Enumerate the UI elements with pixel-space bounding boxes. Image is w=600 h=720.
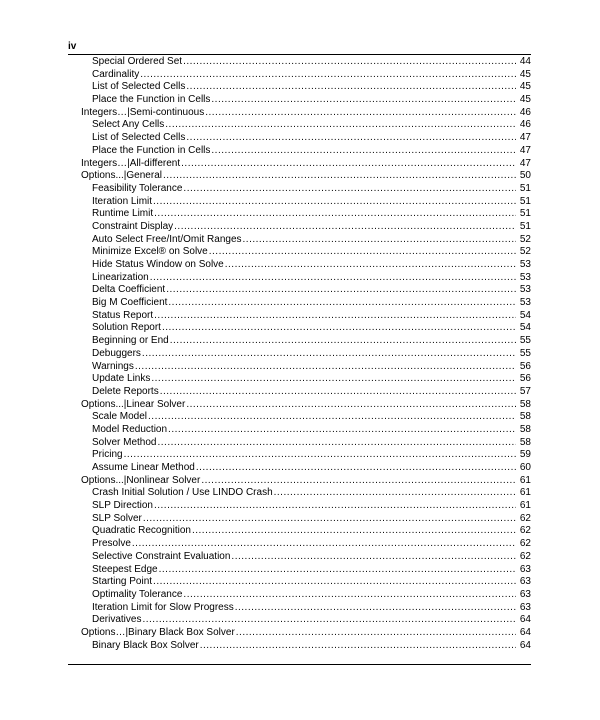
toc-subentry[interactable]	[68, 69, 531, 82]
dot-leader	[225, 259, 516, 272]
toc-entry-label: Model Reduction	[92, 423, 168, 435]
dot-leader	[143, 513, 516, 526]
dot-leader	[124, 449, 516, 462]
toc-subentry[interactable]	[68, 411, 531, 424]
toc-subentry[interactable]	[68, 373, 531, 386]
dot-leader	[183, 589, 516, 602]
toc-subentry[interactable]	[68, 81, 531, 94]
toc-subentry[interactable]	[68, 272, 531, 285]
toc-subentry[interactable]	[68, 487, 531, 500]
toc-entry-page: 53	[519, 271, 531, 283]
toc-subentry[interactable]	[68, 94, 531, 107]
page-number: iv	[68, 41, 77, 52]
toc-entry-page: 51	[519, 182, 531, 194]
toc-entry-label: Derivatives	[92, 614, 142, 626]
dot-leader	[235, 602, 516, 615]
toc-entry-page: 62	[519, 550, 531, 562]
toc-entry-page: 54	[519, 309, 531, 321]
toc-entry-page: 63	[519, 576, 531, 588]
toc-entry-page: 47	[519, 157, 531, 169]
toc-subentry[interactable]	[68, 322, 531, 335]
toc-entry-label: Options…|Binary Black Box Solver	[81, 626, 235, 638]
dot-leader	[174, 221, 516, 234]
toc-entry-label: Solver Method	[92, 436, 157, 448]
toc-subentry[interactable]	[68, 196, 531, 209]
header-rule	[68, 54, 531, 55]
toc-entry-label: Runtime Limit	[92, 208, 154, 220]
toc-subentry[interactable]	[68, 259, 531, 272]
dot-leader	[154, 310, 516, 323]
dot-leader	[183, 56, 516, 69]
toc-subentry[interactable]	[68, 145, 531, 158]
toc-entry-label: Assume Linear Method	[92, 462, 195, 473]
dot-leader	[205, 107, 516, 120]
toc-entry-page: 62	[519, 512, 531, 524]
toc-entry-page: 58	[519, 411, 531, 423]
toc-entry-page: 58	[519, 398, 531, 410]
toc-entry-label: Debuggers	[92, 347, 141, 359]
toc-entry-page: 61	[519, 487, 531, 499]
toc-entry-label: Iteration Limit for Slow Progress	[92, 601, 234, 613]
toc-subentry[interactable]	[68, 348, 531, 361]
dot-leader	[150, 272, 516, 285]
toc-subentry[interactable]	[68, 614, 531, 627]
toc-subentry[interactable]	[68, 284, 531, 297]
toc-subentry[interactable]	[68, 361, 531, 374]
toc-entry-label: SLP Direction	[92, 500, 153, 512]
dot-leader	[211, 145, 516, 158]
toc-entry-page: 52	[519, 233, 531, 245]
dot-leader	[201, 475, 516, 488]
toc-entry-page: 45	[519, 68, 531, 80]
toc-entry-label: Integers…|All-different	[81, 157, 181, 169]
toc-section-entry[interactable]	[68, 107, 531, 120]
toc-section-entry[interactable]	[68, 627, 531, 640]
toc-subentry[interactable]	[68, 513, 531, 526]
toc-entry-page: 45	[519, 81, 531, 93]
toc-subentry[interactable]	[68, 640, 531, 653]
dot-leader	[186, 81, 516, 94]
toc-entry-label: Options...|Nonlinear Solver	[81, 474, 201, 486]
dot-leader	[160, 386, 516, 399]
toc-entry-page: 50	[519, 170, 531, 182]
dot-leader	[192, 525, 516, 538]
toc-entry-page: 56	[519, 360, 531, 372]
dot-leader	[157, 437, 516, 450]
dot-leader	[154, 500, 516, 513]
dot-leader	[211, 94, 516, 107]
toc-section-entry[interactable]	[68, 170, 531, 183]
dot-leader	[142, 614, 516, 627]
toc-section-entry[interactable]	[68, 158, 531, 171]
dot-leader	[166, 284, 516, 297]
toc-subentry[interactable]	[68, 564, 531, 577]
toc-entry-label: Place the Function in Cells	[92, 94, 211, 106]
toc-entry-label: Beginning or End	[92, 335, 169, 347]
dot-leader	[186, 132, 516, 145]
toc-entry-page: 47	[519, 144, 531, 156]
dot-leader	[170, 335, 516, 348]
toc-subentry[interactable]	[68, 500, 531, 513]
toc-entry-page: 55	[519, 335, 531, 347]
toc-entry-label: Steepest Edge	[92, 563, 158, 575]
toc-subentry[interactable]	[68, 335, 531, 348]
toc-section-entry[interactable]	[68, 399, 531, 412]
toc-entry-page: 56	[519, 373, 531, 385]
toc-entry-page: 54	[519, 322, 531, 334]
dot-leader	[231, 551, 516, 564]
toc-entry-page: 64	[519, 614, 531, 626]
dot-leader	[168, 424, 516, 437]
toc-entry-label: Update Links	[92, 373, 151, 385]
dot-leader	[209, 246, 516, 259]
toc-entry-page: 58	[519, 436, 531, 448]
toc-entry-label: Optimality Tolerance	[92, 588, 183, 600]
toc-entry-label: Special Ordered Set	[92, 56, 183, 67]
toc-entry-page: 60	[519, 462, 531, 473]
toc-subentry[interactable]	[68, 462, 531, 475]
toc-entry-page: 53	[519, 259, 531, 270]
toc-entry-page: 64	[519, 626, 531, 638]
dot-leader	[168, 297, 516, 310]
toc-entry-label: Constraint Display	[92, 220, 174, 232]
toc-entry-label: Options...|General	[81, 170, 162, 182]
dot-leader	[236, 627, 516, 640]
dot-leader	[159, 564, 516, 577]
toc-entry-page: 62	[519, 538, 531, 550]
toc-entry-page: 62	[519, 525, 531, 537]
toc-subentry[interactable]	[68, 297, 531, 310]
dot-leader	[135, 361, 516, 374]
toc-entry-label: Presolve	[92, 538, 131, 550]
toc-entry-label: Auto Select Free/Int/Omit Ranges	[92, 233, 242, 245]
toc-subentry[interactable]	[68, 589, 531, 602]
toc-subentry[interactable]	[68, 449, 531, 462]
toc-entry-label: Binary Black Box Solver	[92, 639, 199, 651]
toc-section-entry[interactable]	[68, 475, 531, 488]
toc-entry-page: 57	[519, 385, 531, 397]
dot-leader	[163, 170, 516, 183]
dot-leader	[140, 69, 516, 82]
toc-entry-label: Pricing	[92, 449, 123, 461]
dot-leader	[183, 183, 516, 196]
toc-subentry[interactable]	[68, 386, 531, 399]
dot-leader	[274, 487, 516, 500]
toc-entry-label: Crash Initial Solution / Use LINDO Crash	[92, 487, 273, 499]
toc-entry-label: Options...|Linear Solver	[81, 398, 186, 410]
toc-subentry[interactable]	[68, 576, 531, 589]
toc-entry-page: 51	[519, 220, 531, 232]
toc-entry-label: Linearization	[92, 271, 149, 283]
toc-entry-page: 59	[519, 449, 531, 461]
toc-subentry[interactable]	[68, 424, 531, 437]
dot-leader	[243, 234, 516, 247]
toc-entry-label: Place the Function in Cells	[92, 144, 211, 156]
toc-entry-page: 46	[519, 106, 531, 118]
toc-entry-label: Selective Constraint Evaluation	[92, 550, 231, 562]
toc-entry-page: 51	[519, 208, 531, 220]
toc-subentry[interactable]	[68, 246, 531, 259]
dot-leader	[142, 348, 516, 361]
toc-entry-label: Integers…|Semi-continuous	[81, 106, 205, 118]
toc-entry-page: 63	[519, 601, 531, 613]
toc-entry-page: 61	[519, 474, 531, 486]
footer-rule	[68, 664, 531, 665]
toc-subentry[interactable]	[68, 234, 531, 247]
toc-entry-label: Solution Report	[92, 322, 161, 334]
toc-entry-page: 46	[519, 119, 531, 131]
toc-entry-page: 45	[519, 94, 531, 106]
toc-entry-page: 51	[519, 195, 531, 207]
toc-subentry[interactable]	[68, 183, 531, 196]
toc-entry-page: 53	[519, 284, 531, 296]
toc-entry-page: 44	[519, 56, 531, 67]
dot-leader	[165, 119, 516, 132]
dot-leader	[196, 462, 516, 475]
toc-subentry[interactable]	[68, 119, 531, 132]
toc-entry-page: 58	[519, 423, 531, 435]
toc-entry-label: Minimize Excel® on Solve	[92, 246, 208, 258]
toc-entry-label: Starting Point	[92, 576, 153, 588]
toc-subentry[interactable]	[68, 310, 531, 323]
toc-entry-label: Quadratic Recognition	[92, 525, 191, 537]
toc-subentry[interactable]	[68, 525, 531, 538]
toc-entry-page: 63	[519, 588, 531, 600]
toc-entry-page: 55	[519, 347, 531, 359]
dot-leader	[153, 576, 516, 589]
toc-entry-label: Delta Coefficient	[92, 284, 166, 296]
toc-entry-label: List of Selected Cells	[92, 132, 186, 144]
toc-entry-label: List of Selected Cells	[92, 81, 186, 93]
toc-subentry[interactable]	[68, 56, 531, 69]
toc-entry-label: Hide Status Window on Solve	[92, 259, 224, 270]
toc-entry-label: Select Any Cells	[92, 119, 165, 131]
toc-entry-label: Big M Coefficient	[92, 297, 168, 309]
toc-entry-label: Warnings	[92, 360, 134, 372]
toc-subentry[interactable]	[68, 602, 531, 615]
toc-entry-page: 52	[519, 246, 531, 258]
toc-entry-label: Cardinality	[92, 68, 140, 80]
toc-entry-page: 63	[519, 563, 531, 575]
toc-subentry[interactable]	[68, 221, 531, 234]
toc-subentry[interactable]	[68, 132, 531, 145]
dot-leader	[132, 538, 516, 551]
dot-leader	[148, 411, 516, 424]
toc-subentry[interactable]	[68, 437, 531, 450]
table-of-contents	[68, 56, 531, 652]
toc-entry-label: SLP Solver	[92, 512, 142, 524]
dot-leader	[186, 399, 516, 412]
toc-subentry[interactable]	[68, 208, 531, 221]
toc-subentry[interactable]	[68, 551, 531, 564]
toc-entry-page: 47	[519, 132, 531, 144]
toc-entry-page: 61	[519, 500, 531, 512]
toc-entry-label: Status Report	[92, 309, 154, 321]
toc-entry-label: Feasibility Tolerance	[92, 182, 183, 194]
dot-leader	[151, 373, 516, 386]
dot-leader	[153, 196, 516, 209]
toc-entry-label: Iteration Limit	[92, 195, 153, 207]
dot-leader	[162, 322, 516, 335]
dot-leader	[181, 158, 516, 171]
toc-entry-label: Scale Model	[92, 411, 148, 423]
toc-entry-page: 64	[519, 639, 531, 651]
dot-leader	[154, 208, 516, 221]
toc-entry-label: Delete Reports	[92, 385, 159, 397]
dot-leader	[200, 640, 516, 653]
toc-entry-page: 53	[519, 297, 531, 309]
toc-subentry[interactable]	[68, 538, 531, 551]
